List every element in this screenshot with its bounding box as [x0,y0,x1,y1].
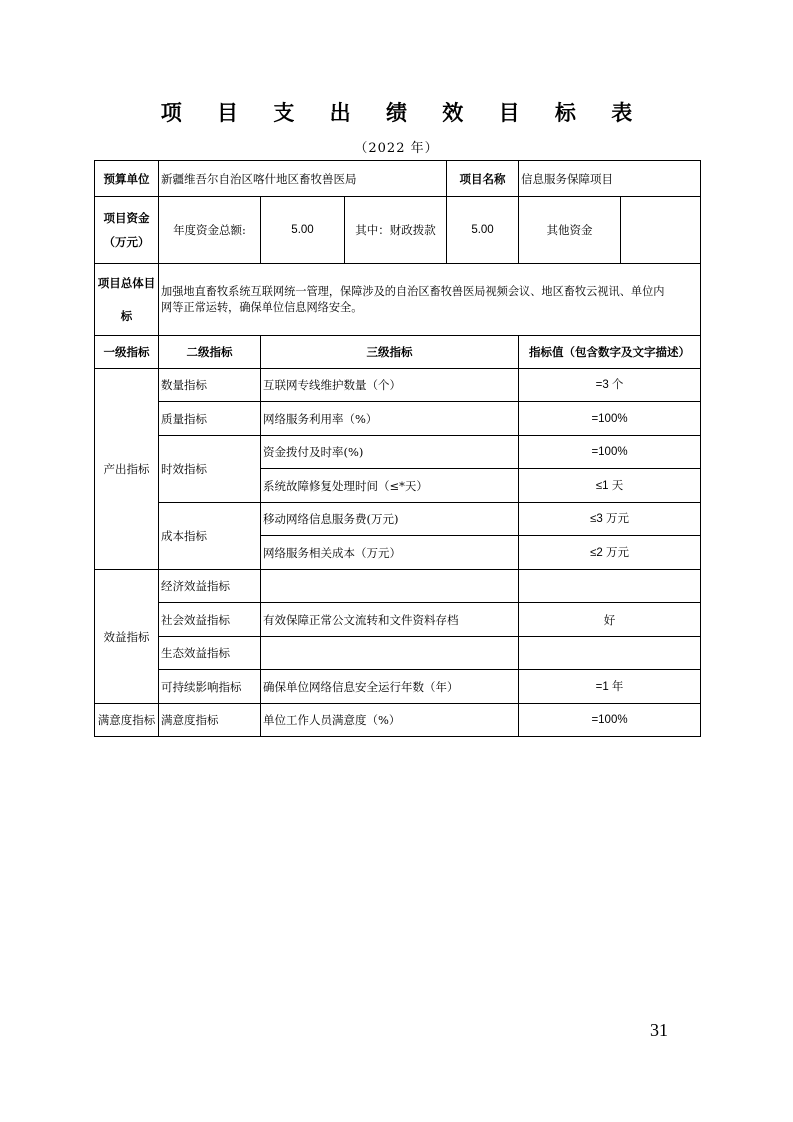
table-row [95,369,701,402]
overall-goal-text-line1: 加强地直畜牧系统互联网统一管理，保障涉及的自治区畜牧兽医局视频会议、地区畜牧云视讯、单位内 [161,284,665,298]
level2-cell: 经济效益指标 [159,570,261,603]
value-cell: =100% [519,402,701,436]
group-output: 产出指标 [95,369,159,570]
level2-cell: 质量指标 [159,402,261,436]
fiscal-funds-label: 其中：财政拨款 [345,197,447,264]
year-subtitle: （2022 年） [354,141,439,156]
col-header-level3: 三级指标 [261,336,519,369]
level3-cell: 网络服务利用率（%） [261,402,519,436]
level3-cell [261,570,519,603]
value-cell: ≤1 天 [519,469,701,503]
other-funds-label: 其他资金 [519,197,621,264]
table-row [95,603,701,637]
level2-cell: 时效指标 [159,436,261,503]
budget-unit-label: 预算单位 [95,161,159,197]
value-cell: =3 个 [519,369,701,402]
page-title: 项 目 支 出 绩 效 目 标 表 [160,100,647,125]
funds-label-line1: 项目资金 [103,211,150,225]
level3-cell: 系统故障修复处理时间（≤*天） [261,469,519,503]
table-row [95,637,701,670]
annual-total-label: 年度资金总额: [159,197,261,264]
budget-unit-row [95,161,701,197]
column-header-row [95,336,701,369]
value-cell: =100% [519,436,701,469]
funds-label-line2: （万元） [103,235,150,249]
overall-goal-row [95,264,701,336]
overall-goal-label [95,264,159,336]
table-row [95,704,701,737]
value-cell: ≤2 万元 [519,536,701,570]
value-cell [519,570,701,603]
value-cell: =100% [519,704,701,737]
group-benefit: 效益指标 [95,570,159,704]
level2-cell: 成本指标 [159,503,261,570]
table-row [95,503,701,536]
level3-cell: 互联网专线维护数量（个） [261,369,519,402]
value-cell: ≤3 万元 [519,503,701,536]
page-number: 31 [650,1020,668,1040]
table-row [95,436,701,469]
table-row [95,570,701,603]
table-row [95,670,701,704]
project-name-label: 项目名称 [447,161,519,197]
other-funds-value [621,197,701,264]
project-name-value: 信息服务保障项目 [519,161,701,197]
level3-cell: 有效保障正常公文流转和文件资料存档 [261,603,519,637]
level3-cell: 资金拨付及时率(%) [261,436,519,469]
budget-unit-value: 新疆维吾尔自治区喀什地区畜牧兽医局 [159,161,447,197]
level3-cell: 移动网络信息服务费(万元) [261,503,519,536]
funds-label [95,197,159,264]
table-row [95,402,701,436]
overall-goal-text-line2: 网等正常运转，确保单位信息网络安全。 [161,300,363,314]
level3-cell: 确保单位网络信息安全运行年数（年） [261,670,519,704]
level3-cell [261,637,519,670]
funds-row [95,197,701,264]
level2-cell: 数量指标 [159,369,261,402]
level2-cell: 可持续影响指标 [159,670,261,704]
performance-target-table [94,160,701,737]
value-cell [519,637,701,670]
value-cell: =1 年 [519,670,701,704]
overall-goal-text [159,264,701,336]
col-header-level2: 二级指标 [159,336,261,369]
value-cell: 好 [519,603,701,637]
group-satisfaction: 满意度指标 [95,704,159,737]
level2-cell: 满意度指标 [159,704,261,737]
level2-cell: 生态效益指标 [159,637,261,670]
col-header-level1: 一级指标 [95,336,159,369]
level2-cell: 社会效益指标 [159,603,261,637]
level3-cell: 单位工作人员满意度（%） [261,704,519,737]
col-header-value: 指标值（包含数字及文字描述） [519,336,701,369]
annual-total-value: 5.00 [261,197,345,264]
fiscal-funds-value: 5.00 [447,197,519,264]
level3-cell: 网络服务相关成本（万元） [261,536,519,570]
overall-goal-label-line1: 项目总体目 [97,275,156,290]
overall-goal-label-line2: 标 [120,308,133,323]
